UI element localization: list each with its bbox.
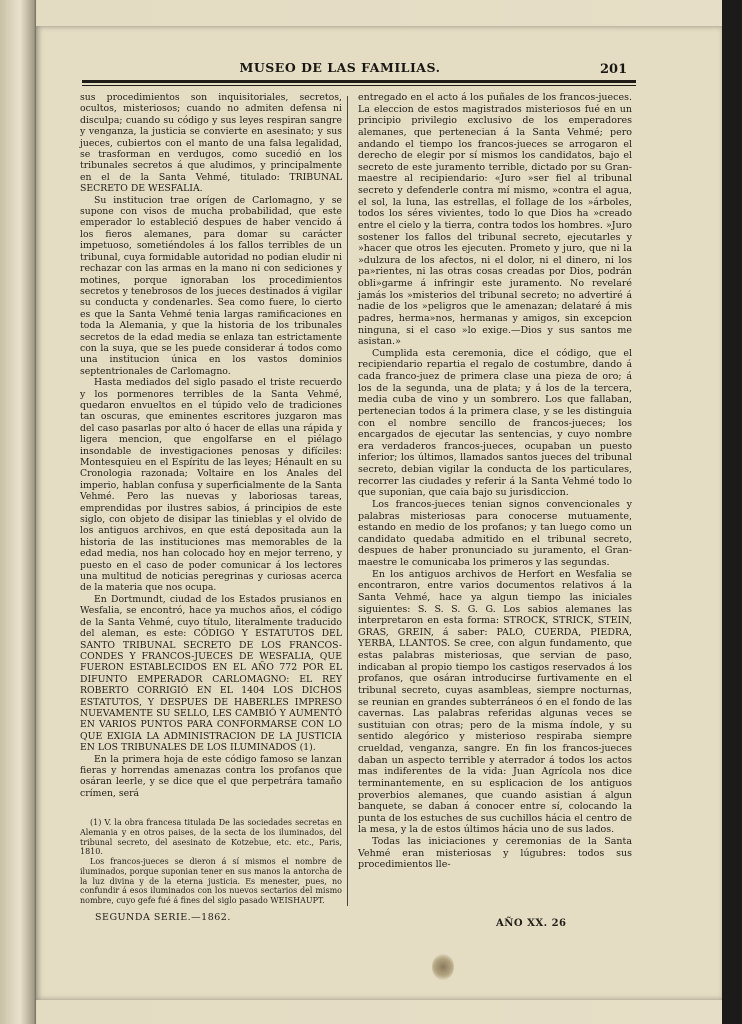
book-spine-edge (0, 0, 36, 1024)
paragraph: Hasta mediados del siglo pasado el triste recuerdo y los pormenores terribles de la Santa Vehmé, quedaron envueltos en el túpido velo de tradiciones tan oscuras, que eminentes escritores juzgaron mas del caso pasarlas por alto ó hacer de ellas una rápida y ligera mencion, que engolfarse en el piélago insondable de investigaciones penosas y difíciles: Montesquieu en el Espíritu de las leyes; Hénault en su Cronologia razonada; Voltaire en los Anales del imperio, hablan confusa y superficialmente de la Santa Vehmé. Pero las nuevas y laboriosas tareas, emprendidas por ilustres sabios, á principios de este siglo, con objeto de disipar las tinieblas y el olvido de los antiguos archivos, en que está depositada aun la historia de las instituciones mas memorables de la edad media, nos han colocado hoy en mejor terreno, y puesto en el caso de poder comunicar á los lectores una multitud de noticias peregrinas y curiosas acerca de la materia que nos ocupa. (80, 377, 342, 594)
right-text-column (358, 92, 632, 871)
paragraph: Cumplida esta ceremonia, dice el código, que el recipiendario repartia el regalo de costumbre, dando á cada franco-juez de primera clase una pieza de oro; á los de la segunda, una de plata; y á los de la tercera, media cuba de vino y un sombrero. Los que fallaban, pertenecian todos á la primera clase, y se les distinguia con el nombre sencillo de francos-jueces; los encargados de ejecutar las sentencias, y cuyo nombre era verdaderos francos-jueces, ocupaban un puesto inferior; los últimos, llamados santos jueces del tribunal secreto, debian vigilar la conducta de los particulares, recorrer las ciudades y referir á la Santa Vehmé todo lo que suponian, que caia bajo su jurisdiccion. (358, 347, 632, 499)
series-label: SEGUNDA SERIE.—1862. (95, 912, 231, 923)
left-text-column (80, 92, 342, 799)
paragraph: En la primera hoja de este código famoso se lanzan fieras y horrendas amenazas contra los profanos que osáran leerle, y se dice que el que perpetrára tamaño crímen, será (80, 753, 342, 799)
column-divider (347, 96, 348, 906)
paragraph: En Dortmundt, ciudad de los Estados prusianos en Wesfalia, se encontró, hace ya muchos años, el código de la Santa Vehmé, cuyo título, literalmente traducido del aleman, es este: CÓDIGO Y ESTATUTOS DEL SANTO TRIBUNAL SECRETO DE LOS FRANCOS-CONDES Y FRANCOS-JUECES DE WESFALIA, QUE FUERON ESTABLECIDOS EN EL AÑO 772 POR EL DIFUNTO EMPERADOR CARLOMAGNO: EL REY ROBERTO CORRIGIÓ EN EL 1404 LOS DICHOS ESTATUTOS, Y DESPUES DE HABERLES IMPRESO NUEVAMENTE SU SELLO, LES CAMBIÓ Y AUMENTÓ EN VARIOS PUNTOS PARA CONFORMARSE CON LO QUE EXIGIA LA ADMINISTRACION DE LA JUSTICIA EN LOS TRIBUNALES DE LOS ILUMINADOS (1). (80, 593, 342, 754)
issue-label: AÑO XX. 26 (496, 918, 567, 929)
paragraph: Su institucion trae orígen de Carlomagno, y se supone con visos de mucha probabilidad, que este emperador lo estableció despues de haber vencido á los fieros alemanes, para domar su carácter impetuoso, sometiéndoles á los fallos terribles de un tribunal, cuya formidable autoridad no podian eludir ni rechazar con las armas en la mano ni con sediciones y motines, porque ignoraban los procedimientos secretos y tenebrosos de los jueces destinados á vigilar su conducta y condenarles. Sea como fuere, lo cierto es que la Santa Vehmé tenia largas ramificaciones en toda la Alemania, y que la historia de los tribunales secretos de la edad media se enlaza tan estrictamente con la suya, que se les puede considerar á todos como una institucion única en los vastos dominios septentrionales de Carlomagno. (80, 194, 342, 377)
footnote-paragraph: (1) V. la obra francesa titulada De las sociedades secretas en Alemania y en otros paises, de la secta de los iluminados, del tribunal secreto, del asesinato de Kotzebue, etc. etc., Paris, 1810. (80, 818, 342, 857)
page-title: MUSEO DE LAS FAMILIAS. (239, 60, 441, 75)
paragraph: sus procedimientos son inquisitoriales, secretos, ocultos, misteriosos; cuando no admiten defensa ni disculpa; cuando su código y sus leyes respiran sangre y venganza, la justicia se convierte en asesinato; y sus jueces, cubiertos con el manto de una falsa legalidad, se trasforman en verdugos, como sucedió en los tribunales secretos á que aludimos, y principalmente en el de la Santa Vehmé, titulado: TRIBUNAL SECRETO DE WESFALIA. (80, 92, 342, 195)
paragraph: Todas las iniciaciones y ceremonias de la Santa Vehmé eran misteriosas y lúgubres: todos sus procedimientos lle- (358, 836, 632, 871)
header-rule (82, 80, 636, 83)
paper-stain (432, 954, 454, 980)
footnote (80, 818, 342, 906)
paragraph: Los francos-jueces tenian signos convencionales y palabras misteriosas para conocerse mutuamente, estando en medio de los profanos; y tan luego como un candidato quedaba admitido en el tribunal secreto, despues de haber pronunciado su juramento, el Gran-maestre le comunicaba los primeros y las segundas. (358, 498, 632, 568)
header-rule-thin (82, 85, 636, 86)
page-number: 201 (600, 62, 628, 77)
scan-margin-dark (722, 0, 742, 1024)
paragraph: En los antiguos archivos de Herfort en Wesfalia se encontraron, entre varios documentos relativos á la Santa Vehmé, hace ya algun tiempo las iniciales siguientes: S. S. S. G. G. Los sabios alemanes las interpretaron en esta forma: STROCK, STRICK, STEIN, GRAS, GREIN, á saber: PALO, CUERDA, PIEDRA, YERBA, LLANTOS. Se cree, con algun fundamento, que estas palabras misteriosas, que servian de paso, indicaban al propio tiempo los castigos reservados á los profanos, que osáran introducirse furtivamente en el tribunal secreto, cuyas asambleas, siempre nocturnas, se reunian en grandes subterráneos ó en el fondo de las cavernas. Las palabras referidas algunas veces se sustituian con otras; pero de la misma índole, y su sentido alegórico y misterioso respiraba siempre crueldad, venganza, sangre. En fin los francos-jueces daban un aspecto terrible y aterrador á todos los actos mas indiferentes de la vida: Juan Agrícola nos dice terminantemente, en su esplicacion de los antiguos proverbios alemanes, que cuando asistian á algun banquete, se daban á conocer entre sí, colocando la punta de los estuches de sus cuchillos hácia el centro de la mesa, y la de estos últimos hácia uno de sus lados. (358, 568, 632, 836)
footnote-paragraph: Los francos-jueces se dieron á sí mismos el nombre de iluminados, porque suponian tener en sus manos la antorcha de la luz divina y de la eterna justicia. Es menester, pues, no confundir á esos iluminados con los nuevos sectarios del mismo nombre, cuyo gefe fué á fines del siglo pasado WEISHAUPT. (80, 857, 342, 906)
paragraph: entregado en el acto á los puñales de los francos-jueces. La eleccion de estos magistrados misteriosos fué en un principio privilegio exclusivo de los emperadores alemanes, que pertenecian á la Santa Vehmé; pero andando el tiempo los francos-jueces se arrogaron el derecho de elegir por sí mismos los candidatos, bajo el secreto de este juramento terrible, dictado por su Gran-maestre al recipiendario: «Juro »ser fiel al tribunal secreto y defenderle contra mí mismo, »contra el agua, el sol, la luna, las estrellas, el follage de los »árboles, todos los séres vivientes, todo lo que Dios ha »creado entre el cielo y la tierra, contra todos los hombres. »Juro sostener los fallos del tribunal secreto, ejecutarles y »hacer que otros les ejecuten. Prometo y juro, que ni la »dulzura de los afectos, ni el dolor, ni el dinero, ni los pa»rientes, ni las otras cosas creadas por Dios, podrán obli»garme á infringir este juramento. No revelaré jamás los »misterios del tribunal secreto; no advertiré á nadie de los »peligros que le amenazan; delataré á mis padres, herma»nos, hermanas y amigos, sin excepcion ninguna, si el caso »lo exige.—Dios y sus santos me asistan.» (358, 92, 632, 348)
